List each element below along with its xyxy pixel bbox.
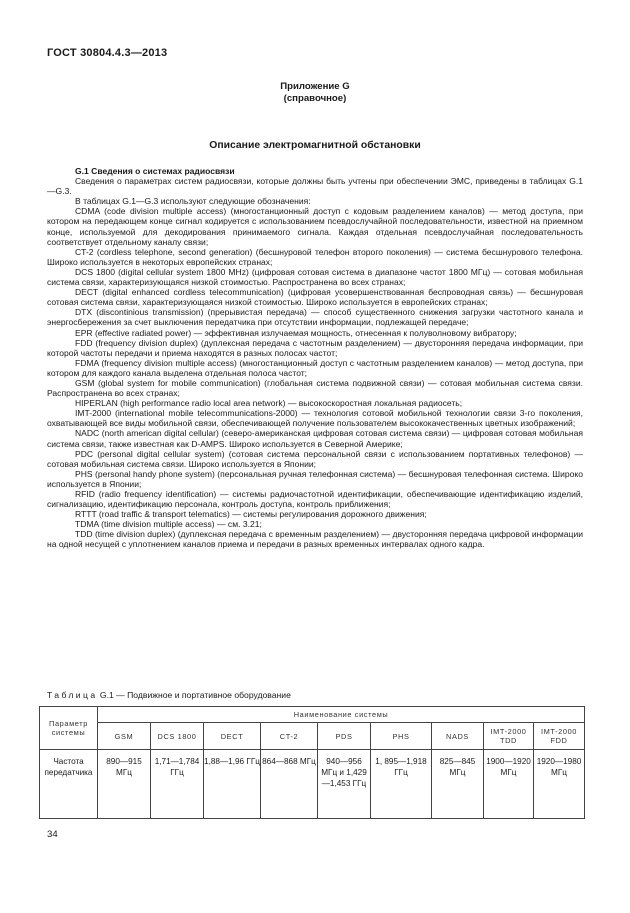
paragraph: DCS 1800 (digital cellular system 1800 MHz) (цифровая сотовая система в диапазоне частот 1800 МГц) — сотовая мобильная система связи, характеризующаяся низкой стоимостью. Распространена во всех странах;	[47, 266, 583, 288]
paragraph: CT-2 (cordless telephone, second generation) (бесшнуровой телефон второго поколения) — система бесшнурового телефона. Широко используется в некоторых европейских странах;	[47, 246, 583, 267]
body-text	[47, 166, 583, 550]
paragraph: DTX (discontinious transmission) (прерывистая передача) — способ существенного снижения загрузки частотного канала и энергосбережения за счет выключения передатчика при отсутствии информации, подлежащей передаче;	[47, 307, 583, 328]
paragraph: NADC (north american digital cellular) (северо-американская цифровая сотовая система связи) — цифровая сотовая мобильная система связи, также известная как D-AMPS. Широко используется в Северной Америке;	[47, 428, 583, 449]
column-header: CT-2	[261, 723, 318, 750]
paragraph: В таблицах G.1—G.3 используют следующие обозначения:	[75, 196, 311, 207]
column-header: IMT-2000 TDD	[484, 723, 534, 750]
row-label: Частота передатчика	[40, 750, 98, 819]
standard-header: ГОСТ 30804.4.3—2013	[47, 47, 168, 59]
annex-heading	[0, 81, 630, 105]
column-header: GSM	[98, 723, 151, 750]
paragraph: TDMA (time division multiple access) — см. 3.21;	[75, 519, 262, 530]
paragraph: GSM (global system for mobile communication) (глобальная система подвижной связи) — сотовая мобильная система связи. Распространена во всех странах;	[47, 377, 583, 399]
table-row	[40, 750, 585, 819]
paragraph: DECT (digital enhanced cordless telecommunication) (цифровая усовершенствованная беспроводная связь) — бесшнуровая сотовая система связи, характеризующаяся низкой стоимостью. Широко используется в европейских странах;	[47, 287, 583, 308]
column-header: IMT-2000 FDD	[534, 723, 585, 750]
table-caption-text: G.1 — Подвижное и портативное оборудование	[99, 690, 291, 700]
table-cell: 825—845 МГц	[432, 750, 484, 819]
paragraph: EPR (effective radiated power) — эффективная излучаемая мощность, отнесенная к полуволновому вибратору;	[75, 327, 517, 338]
paragraph: CDMA (code division multiple access) (многостанционный доступ с кодовым разделением каналов) — метод доступа, при котором на передающем конце сигнал кодируется с использованием псевдослучайной последовательности, известной на приемном конце, используемой для декодирования принимаемого сигнала. Каждая отдельная псевдослучайная последовательность соответствует отдельному каналу связи;	[47, 206, 583, 247]
system-group-header: Наименование системы	[98, 707, 585, 723]
column-header: PHS	[371, 723, 432, 750]
page-title: Описание электромагнитной обстановки	[209, 140, 421, 151]
paragraph: PDC (personal digital cellular system) (сотовая система персональной связи с использованием портативных телефонов) — сотовая мобильная система связи. Широко используется в Японии;	[47, 448, 583, 469]
column-header: DECT	[204, 723, 261, 750]
table-cell: 1,88—1,96 ГГц	[204, 750, 261, 819]
table-cell: 1920—1980 МГц	[534, 750, 585, 819]
paragraph: IMT-2000 (international mobile telecommunications-2000) — технология сотовой мобильной технологии связи 3-го поколения, охватывающей все виды мобильной связи, обеспечивающей получение пользователем высококачественных цветных изображений;	[47, 408, 583, 429]
column-header: DCS 1800	[151, 723, 204, 750]
paragraph: FDMA (frequency division multiple access) (многостанционный доступ с частотным разделением каналов) — метод доступа, при котором для каждого канала выделена отдельная полоса частот;	[47, 357, 583, 378]
table-cell: 1900—1920 МГц	[484, 750, 534, 819]
table-cell: 864—868 МГц	[261, 750, 318, 819]
table-caption	[47, 690, 291, 700]
page-number: 34	[47, 829, 58, 840]
section-title: G.1 Сведения о системах радиосвязи	[75, 166, 235, 176]
table-cell: 1, 895—1,918 ГГц	[371, 750, 432, 819]
paragraph: HIPERLAN (high performance radio local area network) — высокоскоростная локальная радиосеть;	[75, 398, 463, 409]
table-caption-label: Таблица	[47, 690, 98, 700]
paragraph: Сведения о параметрах систем радиосвязи, которые должны быть учтены при обеспечении ЭМС, приведены в таблицах G.1—G.3.	[47, 176, 583, 197]
paragraph: RTTT (road traffic & transport telematics) — системы регулирования дорожного движения;	[75, 509, 427, 520]
paragraph: RFID (radio frequency identification) — системы радиочастотной идентификации, обеспечивающие идентификацию изделий, сигнализацию, идентификацию персонала, контроль доступа, контроль приближения;	[47, 489, 583, 510]
annex-subtitle: (справочное)	[283, 93, 347, 104]
equipment-table	[39, 706, 585, 819]
paragraph: TDD (time division duplex) (дуплексная передача с временным разделением) — двусторонняя передача цифровой информации на одной несущей с уплотнением каналов приема и передачи в разных временных интервалах одного кадра.	[47, 529, 583, 550]
annex-title: Приложение G	[280, 81, 350, 92]
table-cell: 940—956 МГц и 1,429—1,453 ГГц	[318, 750, 371, 819]
paragraph: PHS (personal handy phone system) (персональная ручная телефонная система) — бесшнуровая телефонная система. Широко используется в Японии;	[47, 468, 583, 489]
table-cell: 890—915 МГц	[98, 750, 151, 819]
column-header: NADS	[432, 723, 484, 750]
paragraph: FDD (frequency division duplex) (дуплексная передача с частотным разделением) — двусторонняя передача информации, при которой частоты передачи и приема находятся в разных полосах частот;	[47, 337, 583, 358]
table-cell: 1,71—1,784 ГГц	[151, 750, 204, 819]
column-header: PDS	[318, 723, 371, 750]
param-header: Параметр системы	[40, 707, 98, 750]
